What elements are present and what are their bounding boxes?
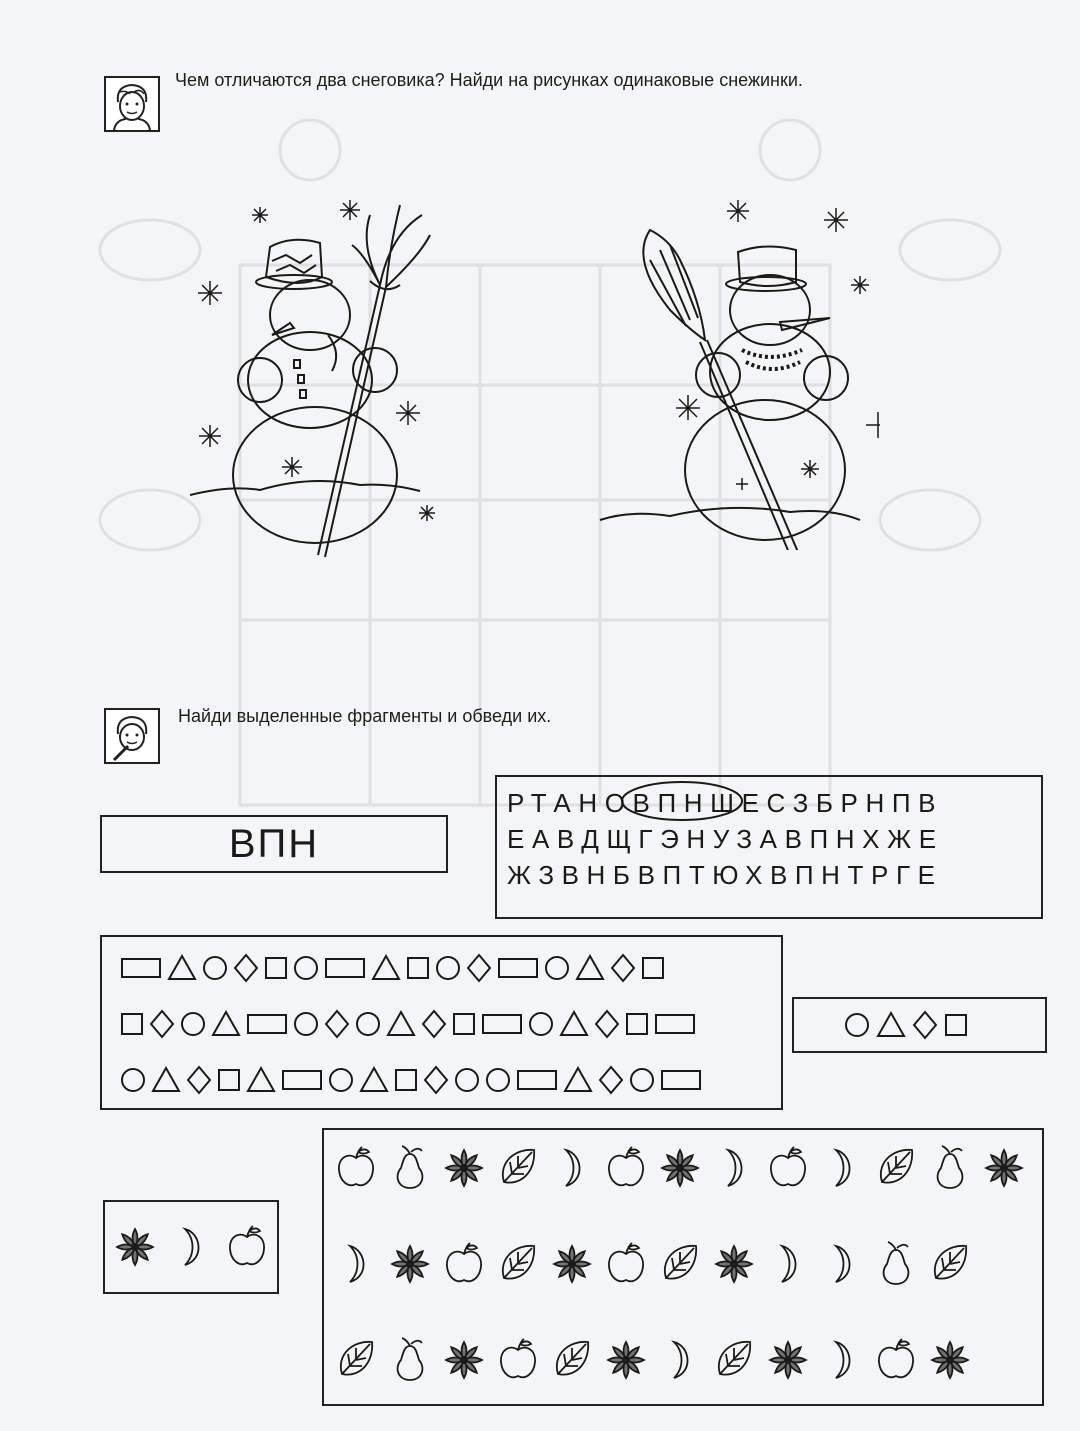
circle-shape (846, 1014, 868, 1036)
square-shape (219, 1070, 239, 1090)
rect-shape (656, 1015, 694, 1033)
shapes-grid-box (100, 935, 783, 1110)
diamond-shape (188, 1067, 210, 1093)
moon-icon (674, 1342, 688, 1378)
leaf-icon (341, 1342, 372, 1375)
apple-icon (501, 1339, 535, 1377)
moon-icon (566, 1150, 580, 1186)
star-anise-icon (608, 1342, 644, 1378)
pear-icon (884, 1242, 909, 1284)
rect-shape (122, 959, 160, 977)
circle-shape (487, 1069, 509, 1091)
circle-shape (437, 957, 459, 979)
moon-icon (185, 1229, 199, 1265)
child-pencil-icon (104, 708, 160, 764)
leaf-icon (557, 1342, 588, 1375)
task2-instruction: Найди выделенные фрагменты и обведи их. (178, 706, 552, 726)
rect-shape (518, 1071, 556, 1089)
diamond-shape (326, 1011, 348, 1037)
pear-icon (398, 1146, 423, 1188)
letters-row-2: ЕАВДЩГЭНУЗАВПНХЖЕ (507, 824, 944, 854)
apple-icon (879, 1339, 913, 1377)
rect-shape (499, 959, 537, 977)
shapes-key-box (792, 997, 1047, 1053)
triangle-shape (565, 1068, 591, 1091)
circle-shape (456, 1069, 478, 1091)
circle-shape (546, 957, 568, 979)
child-face-icon (104, 76, 160, 132)
moon-icon (728, 1150, 742, 1186)
apple-icon (609, 1243, 643, 1281)
star-anise-icon (446, 1150, 482, 1186)
snowman-left-illustration (190, 185, 440, 575)
star-anise-icon (986, 1150, 1022, 1186)
moon-icon (836, 1342, 850, 1378)
circle-shape (295, 957, 317, 979)
triangle-shape (561, 1012, 587, 1035)
square-shape (122, 1014, 142, 1034)
circle-shape (631, 1069, 653, 1091)
circled-fragment-mark[interactable] (618, 778, 748, 824)
triangle-shape (878, 1013, 904, 1036)
diamond-shape (468, 955, 490, 981)
diamond-shape (425, 1067, 447, 1093)
rect-shape (326, 959, 364, 977)
triangle-shape (153, 1068, 179, 1091)
rect-shape (483, 1015, 521, 1033)
apple-icon (609, 1147, 643, 1185)
pictures-key (105, 1202, 277, 1292)
diamond-shape (151, 1011, 173, 1037)
circle-shape (330, 1069, 352, 1091)
square-shape (946, 1015, 966, 1035)
pictures-grid (324, 1130, 1042, 1404)
apple-icon (447, 1243, 481, 1281)
apple-icon (771, 1147, 805, 1185)
letters-grid-box (495, 775, 1043, 919)
rect-shape (662, 1071, 700, 1089)
snowman-right-illustration (590, 190, 880, 550)
shapes-key (794, 999, 1045, 1051)
letters-key-box (100, 815, 448, 873)
star-anise-icon (554, 1246, 590, 1282)
diamond-shape (600, 1067, 622, 1093)
leaf-icon (503, 1150, 534, 1183)
leaf-icon (719, 1342, 750, 1375)
star-anise-icon (392, 1246, 428, 1282)
leaf-icon (503, 1246, 534, 1279)
diamond-shape (423, 1011, 445, 1037)
diamond-shape (612, 955, 634, 981)
star-anise-icon (716, 1246, 752, 1282)
circle-shape (295, 1013, 317, 1035)
letters-row-3: ЖЗВНБВПТЮХВПНТРГЕ (507, 860, 943, 890)
square-shape (266, 958, 286, 978)
triangle-shape (213, 1012, 239, 1035)
star-anise-icon (117, 1229, 153, 1265)
star-anise-icon (662, 1150, 698, 1186)
pictures-key-box (103, 1200, 279, 1294)
triangle-shape (577, 956, 603, 979)
star-anise-icon (770, 1342, 806, 1378)
diamond-shape (596, 1011, 618, 1037)
triangle-shape (373, 956, 399, 979)
rect-shape (248, 1015, 286, 1033)
square-shape (396, 1070, 416, 1090)
leaf-icon (665, 1246, 696, 1279)
diamond-shape (914, 1012, 936, 1038)
moon-icon (836, 1150, 850, 1186)
diamond-shape (235, 955, 257, 981)
circle-shape (204, 957, 226, 979)
circle-shape (122, 1069, 144, 1091)
moon-icon (836, 1246, 850, 1282)
letters-key-text: ВПН (228, 821, 320, 866)
square-shape (454, 1014, 474, 1034)
moon-icon (782, 1246, 796, 1282)
star-anise-icon (446, 1342, 482, 1378)
pear-icon (938, 1146, 963, 1188)
triangle-shape (169, 956, 195, 979)
triangle-shape (361, 1068, 387, 1091)
circle-shape (530, 1013, 552, 1035)
leaf-icon (935, 1246, 966, 1279)
square-shape (408, 958, 428, 978)
task1-instruction: Чем отличаются два снеговика? Найди на рисунках одинаковые снежинки. (175, 70, 803, 90)
pictures-grid-box (322, 1128, 1044, 1406)
shapes-grid (102, 937, 781, 1108)
triangle-shape (388, 1012, 414, 1035)
circle-shape (357, 1013, 379, 1035)
moon-icon (350, 1246, 364, 1282)
square-shape (627, 1014, 647, 1034)
letters-row-1: РТАНОВПНШЕСЗБРНПВ (507, 788, 944, 818)
triangle-shape (248, 1068, 274, 1091)
apple-icon (339, 1147, 373, 1185)
apple-icon (230, 1226, 264, 1264)
leaf-icon (881, 1150, 912, 1183)
circle-shape (182, 1013, 204, 1035)
pear-icon (398, 1338, 423, 1380)
square-shape (643, 958, 663, 978)
star-anise-icon (932, 1342, 968, 1378)
rect-shape (283, 1071, 321, 1089)
